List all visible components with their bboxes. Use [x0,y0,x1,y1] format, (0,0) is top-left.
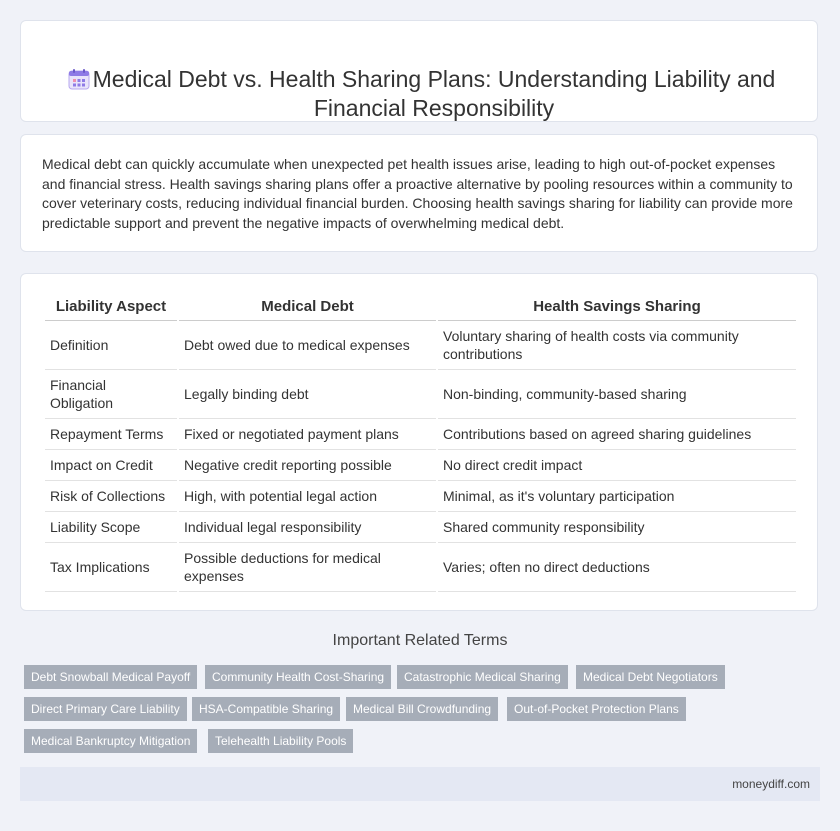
table-cell: Varies; often no direct deductions [438,543,796,592]
related-terms-title: Important Related Terms [332,632,508,649]
header-medical-debt: Medical Debt [179,293,436,321]
table-cell: Possible deductions for medical expenses [179,543,436,592]
table-cell: Financial Obligation [45,370,177,419]
table-cell: Repayment Terms [45,419,177,450]
tag-medical-bankruptcy-mitigation[interactable]: Medical Bankruptcy Mitigation [24,729,197,753]
table-row [45,512,796,543]
table-cell: Negative credit reporting possible [179,450,436,481]
table-cell: Fixed or negotiated payment plans [179,419,436,450]
intro-paragraph: Medical debt can quickly accumulate when unexpected pet health issues arise, leading to high out-of-pocket expenses and financial stress. Health savings sharing plans offer a proactive alternative by pooling resources within a community to cover veterinary costs, reducing individual financial burden. Choosing health savings sharing for liability can provide more predictable support and prevent the negative impacts of overwhelming medical debt. [42,156,793,231]
footer-site-name[interactable]: moneydiff.com [732,777,810,791]
table-row [45,321,796,370]
tag-community-health-cost-sharing[interactable]: Community Health Cost-Sharing [205,665,391,689]
table-cell: Impact on Credit [45,450,177,481]
table-cell: Legally binding debt [179,370,436,419]
table-header-row [45,293,796,321]
table-row [45,481,796,512]
table-cell: Shared community responsibility [438,512,796,543]
table-cell: Non-binding, community-based sharing [438,370,796,419]
table-cell: Voluntary sharing of health costs via community contributions [438,321,796,370]
header-liability-aspect: Liability Aspect [45,293,177,321]
table-row [45,370,796,419]
tag-catastrophic-medical-sharing[interactable]: Catastrophic Medical Sharing [397,665,568,689]
table-cell: Definition [45,321,177,370]
table-cell: Minimal, as it's voluntary participation [438,481,796,512]
tag-direct-primary-care-liability[interactable]: Direct Primary Care Liability [24,697,187,721]
tag-debt-snowball-medical-payoff[interactable]: Debt Snowball Medical Payoff [24,665,197,689]
tag-medical-bill-crowdfunding[interactable]: Medical Bill Crowdfunding [346,697,498,721]
comparison-table-card [20,273,818,611]
title-card [20,20,818,122]
footer [20,767,820,801]
tag-medical-debt-negotiators[interactable]: Medical Debt Negotiators [576,665,725,689]
table-cell: Liability Scope [45,512,177,543]
header-health-savings-sharing: Health Savings Sharing [438,293,796,321]
tag-telehealth-liability-pools[interactable]: Telehealth Liability Pools [208,729,353,753]
table-cell: High, with potential legal action [179,481,436,512]
comparison-table [43,293,798,592]
table-cell: Individual legal responsibility [179,512,436,543]
table-row [45,543,796,592]
table-cell: Risk of Collections [45,481,177,512]
table-cell: Contributions based on agreed sharing guidelines [438,419,796,450]
tag-hsa-compatible-sharing[interactable]: HSA-Compatible Sharing [192,697,340,721]
tag-out-of-pocket-protection-plans[interactable]: Out-of-Pocket Protection Plans [507,697,686,721]
intro-card [20,134,818,252]
table-cell: Tax Implications [45,543,177,592]
table-row [45,450,796,481]
table-row [45,419,796,450]
page-title: Medical Debt vs. Health Sharing Plans: Understanding Liability and Financial Responsibility [92,66,776,121]
table-cell: No direct credit impact [438,450,796,481]
table-cell: Debt owed due to medical expenses [179,321,436,370]
